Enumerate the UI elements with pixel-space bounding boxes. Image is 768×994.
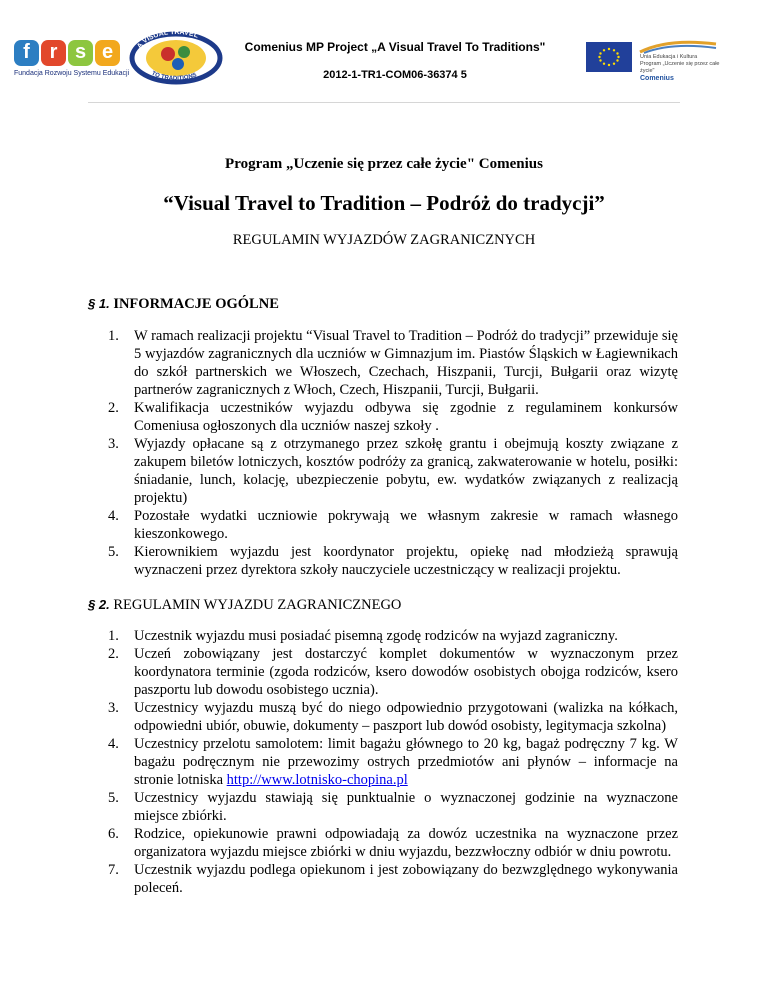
- list-item: [108, 789, 678, 825]
- frse-caption: Fundacja Rozwoju Systemu Edukacji: [14, 70, 130, 77]
- project-code: 2012-1-TR1-COM06-36374 5: [323, 69, 467, 81]
- list-item: [108, 435, 678, 507]
- section-1-sign: § 1.: [88, 296, 110, 311]
- frse-letter-r: r: [41, 40, 66, 66]
- item-text: W ramach realizacji projektu “Visual Travel to Tradition – Podróż do tradycji” przewiduje się 5 wyjazdów zagranicznych dla uczniów w Gimnazjum im. Piastów Śląskich w Łagiewnikach do szkół partnerskich we Włoszech, Czechach, Hiszpanii, Turcji, Bułgarii oraz wizytę partnerów zagranicznych z Włoch, Czech, Hiszpanii, Turcji, Bułgarii.: [134, 328, 678, 398]
- header-divider: [88, 102, 680, 103]
- item-text: Uczestnik wyjazdu musi posiadać pisemną zgodę rodziców na wyjazd zagraniczny.: [134, 628, 618, 644]
- item-number: 4.: [108, 508, 119, 524]
- section-2-title: REGULAMIN WYJAZDU ZAGRANICZNEGO: [113, 597, 402, 613]
- section-1-heading: [88, 296, 279, 313]
- ll-line1: Unia Edukacja i Kultura: [640, 54, 698, 60]
- airport-link[interactable]: http://www.lotnisko-chopina.pl: [226, 772, 408, 788]
- document-subtitle: REGULAMIN WYJAZDÓW ZAGRANICZNYCH: [232, 232, 536, 248]
- list-item: [108, 399, 678, 435]
- item-text: Pozostałe wydatki uczniowie pokrywają we własnym zakresie w ramach własnego kieszonkowego.: [134, 508, 678, 542]
- item-number: 5.: [108, 790, 119, 806]
- visual-travel-logo: [128, 28, 224, 88]
- frse-letter-f: f: [14, 40, 39, 66]
- list-item: [108, 861, 678, 897]
- item-number: 6.: [108, 826, 119, 842]
- section-1-list: [108, 327, 678, 579]
- item-number: 2.: [108, 646, 119, 662]
- ll-line3: Comenius: [640, 75, 674, 82]
- item-number: 5.: [108, 544, 119, 560]
- list-item: [108, 507, 678, 543]
- section-2-sign: § 2.: [88, 597, 110, 612]
- item-number: 3.: [108, 436, 119, 452]
- project-header-text: [230, 40, 560, 81]
- item-text: Uczestnicy wyjazdu muszą być do niego odpowiednio przygotowani (walizka na kółkach, odpowiedni ubiór, obuwie, dokumenty – paszport lub dowód osobisty, legitymacja szkolna): [134, 700, 678, 734]
- item-text: Wyjazdy opłacane są z otrzymanego przez szkołę grantu i obejmują koszty związane z zakupem biletów lotniczych, kosztów podróży za granicą, zakwaterowanie w hotelu, posiłki: śniadanie, lunch, kolację, ubezpieczenie pobytu, ew. wydatków związanych z realizacją projektu): [134, 436, 678, 506]
- frse-logo: [14, 40, 130, 90]
- project-line: Comenius MP Project „A Visual Travel To Traditions": [244, 40, 546, 54]
- list-item: [108, 543, 678, 579]
- document-title: “Visual Travel to Tradition – Podróż do tradycji”: [163, 191, 605, 215]
- item-number: 1.: [108, 328, 119, 344]
- item-text: Uczestnik wyjazdu podlega opiekunom i jest zobowiązany do bezwzględnego wykonywania poleceń.: [134, 862, 678, 896]
- list-item: [108, 645, 678, 699]
- list-item: [108, 627, 678, 645]
- section-1-title: INFORMACJE OGÓLNE: [113, 296, 279, 312]
- item-text: Kwalifikacja uczestników wyjazdu odbywa się zgodnie z regulaminem konkursów Comeniusa ogłoszonych dla uczniów naszej szkoły .: [134, 400, 678, 434]
- list-item: [108, 327, 678, 399]
- page-header: [0, 0, 768, 100]
- item-text: Uczestnicy przelotu samolotem: limit bagażu głównego to 20 kg, bagaż podręczny 7 kg. W bagażu podręcznym nie przewozimy ostrych przedmiotów ani płynów – informacje na stronie lotniska: [134, 736, 678, 788]
- item-number: 7.: [108, 862, 119, 878]
- list-item: [108, 735, 678, 789]
- item-number: 2.: [108, 400, 119, 416]
- frse-letter-s: s: [68, 40, 93, 66]
- vt-logo-top-text: A VISUAL TRAVEL: [136, 28, 200, 50]
- list-item: [108, 699, 678, 735]
- item-number: 1.: [108, 628, 119, 644]
- item-text: Uczestnicy wyjazdu stawiają się punktualnie o wyznaczonej godzinie na wyznaczone miejsce zbiórki.: [134, 790, 678, 824]
- list-item: [108, 825, 678, 861]
- eu-stars-icon: [586, 42, 632, 72]
- item-text: Rodzice, opiekunowie prawni odpowiadają za dowóz uczestnika na wyznaczone przez organizatora wyjazdu miejsce zbiórki w dniu wyjazdu, bezzwłoczny odbiór w dniu powrotu.: [134, 826, 678, 860]
- vt-logo-bottom-text: TO TRADITIONS: [150, 70, 198, 82]
- eu-flag-logo: [586, 42, 632, 72]
- ll-line2: Program „Uczenie się przez całe życie": [640, 61, 720, 74]
- item-number: 4.: [108, 736, 119, 752]
- lifelong-learning-caption: [640, 54, 720, 82]
- program-name: Program „Uczenie się przez całe życie" Comenius: [225, 156, 543, 172]
- item-number: 3.: [108, 700, 119, 716]
- item-text: Uczeń zobowiązany jest dostarczyć komplet dokumentów w wyznaczonym przez koordynatora terminie (zgoda rodziców, ksero dowodów osobistych obojga rodziców, ksero paszportu lub dowodu osobistego ucznia).: [134, 646, 678, 698]
- section-2-heading: [88, 597, 401, 614]
- item-text: Kierownikiem wyjazdu jest koordynator projektu, opiekę nad młodzieżą sprawują wyznaczeni przez dyrektora szkoły nauczyciele uczestniczący w realizacji projektu.: [134, 544, 678, 578]
- frse-letter-e: e: [95, 40, 120, 66]
- lifelong-learning-swoosh-icon: [638, 38, 718, 54]
- section-2-list: [108, 627, 678, 897]
